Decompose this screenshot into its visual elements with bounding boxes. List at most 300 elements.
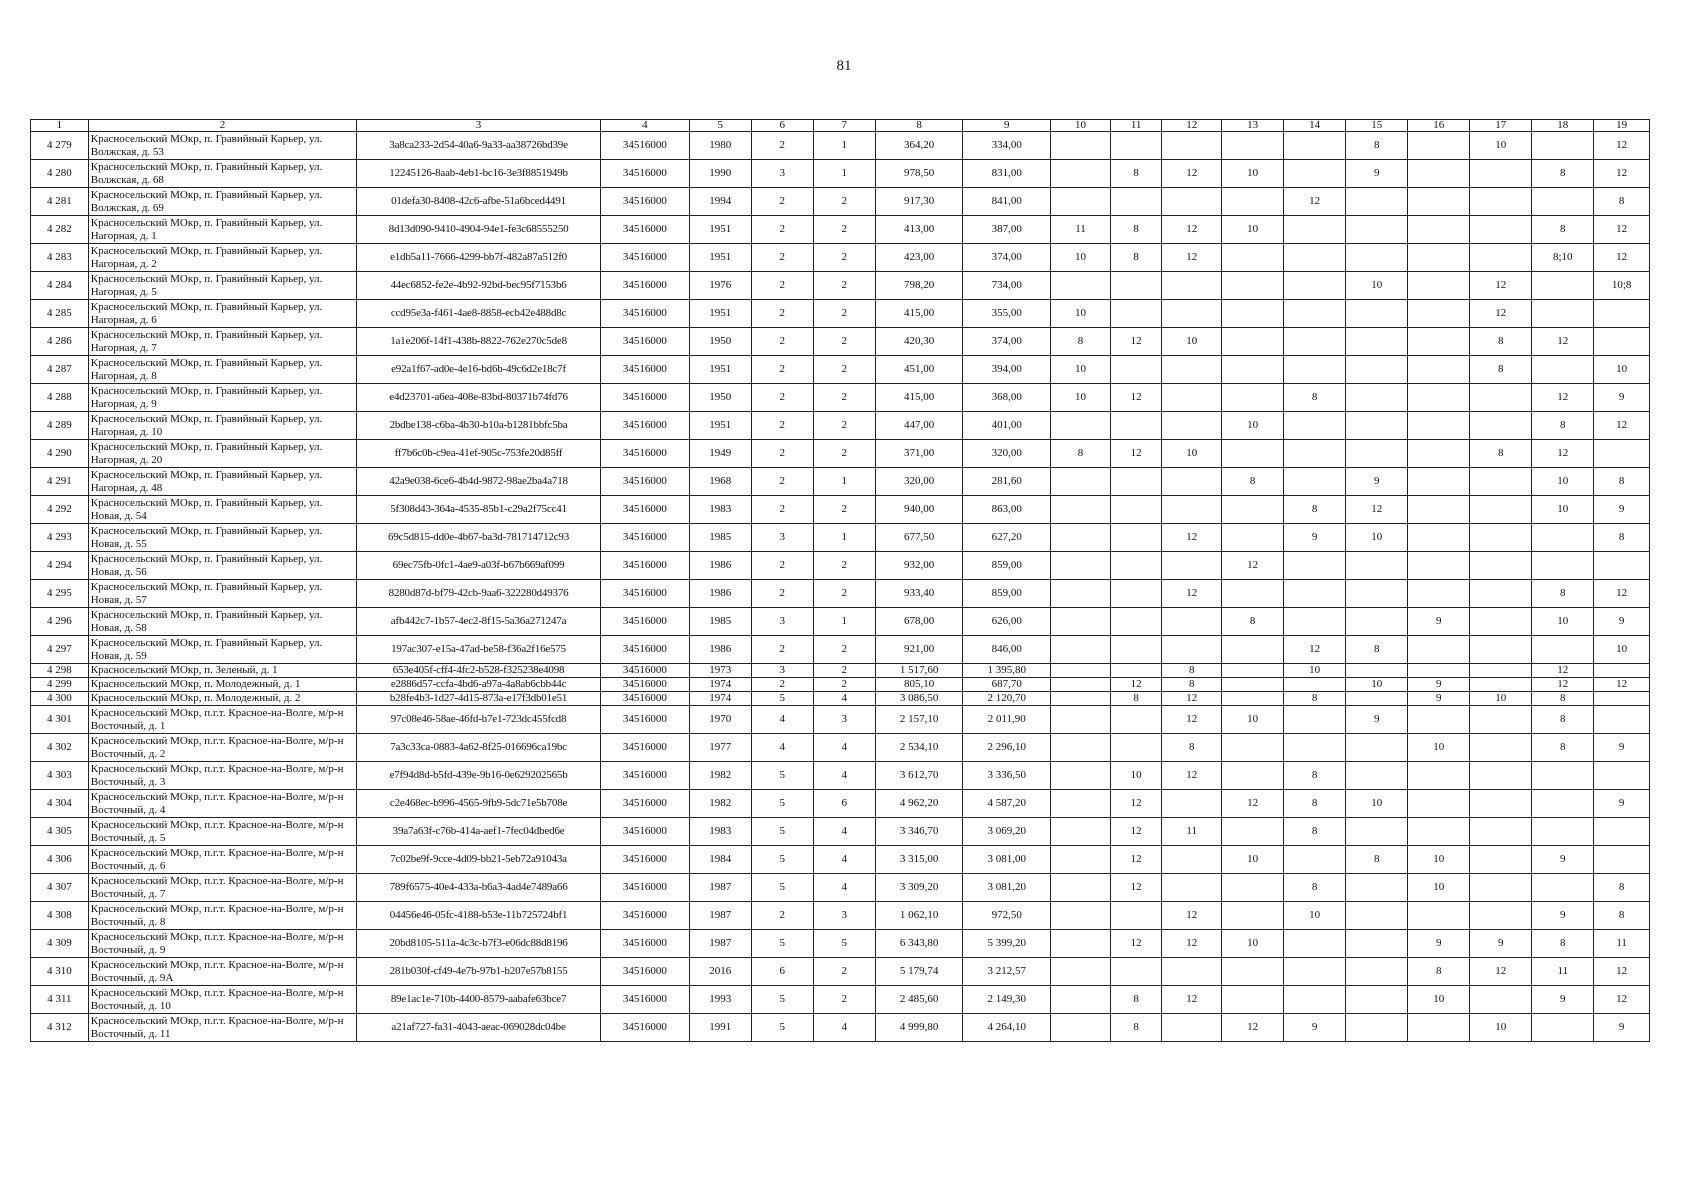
- table-cell: [1162, 636, 1222, 664]
- table-cell: 12: [1110, 678, 1161, 692]
- table-cell: [1470, 496, 1532, 524]
- table-cell: [1470, 902, 1532, 930]
- table-cell: 8: [1110, 1014, 1161, 1042]
- table-cell: 12: [1162, 692, 1222, 706]
- table-cell: [1051, 664, 1111, 678]
- table-cell: 8;10: [1532, 244, 1594, 272]
- table-cell: 8: [1110, 986, 1161, 1014]
- table-cell: 6: [813, 790, 875, 818]
- table-cell: 10: [1051, 300, 1111, 328]
- table-cell: [1110, 356, 1161, 384]
- table-cell: 9: [1594, 1014, 1650, 1042]
- table-cell: 12: [1284, 188, 1346, 216]
- table-cell: [1408, 496, 1470, 524]
- table-cell: [1470, 412, 1532, 440]
- table-cell: 2 011,90: [963, 706, 1051, 734]
- table-cell: 5: [813, 930, 875, 958]
- table-cell: [1470, 160, 1532, 188]
- table-cell: [1408, 706, 1470, 734]
- table-cell: 10: [1532, 608, 1594, 636]
- table-cell: 374,00: [963, 328, 1051, 356]
- table-cell: 34516000: [600, 468, 689, 496]
- table-cell: 1950: [689, 384, 751, 412]
- table-cell: [1532, 524, 1594, 552]
- table-row: [31, 188, 1650, 216]
- uuid-cell: 5f308d43-364a-4535-85b1-c29a2f75cc41: [357, 496, 601, 524]
- table-cell: [1051, 636, 1111, 664]
- table-cell: 2: [751, 132, 813, 160]
- table-cell: 34516000: [600, 846, 689, 874]
- table-cell: [1222, 902, 1284, 930]
- table-cell: 859,00: [963, 580, 1051, 608]
- table-cell: 12: [1594, 986, 1650, 1014]
- table-cell: [1346, 692, 1408, 706]
- table-cell: 2: [813, 580, 875, 608]
- table-cell: 10: [1222, 930, 1284, 958]
- table-cell: 2: [751, 440, 813, 468]
- uuid-cell: 69c5d815-dd0e-4b67-ba3d-781714712c93: [357, 524, 601, 552]
- table-cell: 1: [813, 132, 875, 160]
- table-cell: 12: [1222, 790, 1284, 818]
- table-cell: [1346, 818, 1408, 846]
- table-cell: 12: [1162, 244, 1222, 272]
- table-cell: 1977: [689, 734, 751, 762]
- table-cell: [1408, 468, 1470, 496]
- table-row: [31, 552, 1650, 580]
- table-cell: 320,00: [963, 440, 1051, 468]
- table-cell: 34516000: [600, 902, 689, 930]
- table-cell: 1968: [689, 468, 751, 496]
- row-number: 4 280: [31, 160, 89, 188]
- table-cell: 34516000: [600, 734, 689, 762]
- row-number: 4 311: [31, 986, 89, 1014]
- table-cell: 10: [1162, 328, 1222, 356]
- table-cell: [1284, 608, 1346, 636]
- table-row: [31, 272, 1650, 300]
- column-header: 10: [1051, 120, 1111, 132]
- table-cell: 10: [1346, 524, 1408, 552]
- table-cell: 2: [813, 384, 875, 412]
- row-number: 4 300: [31, 692, 89, 706]
- table-cell: [1284, 930, 1346, 958]
- table-cell: 9: [1594, 608, 1650, 636]
- table-cell: 10: [1594, 356, 1650, 384]
- address-cell: Красносельский МОкр, п.г.т. Красное-на-Волге, м/р-н Восточный, д. 8: [88, 902, 356, 930]
- table-cell: 10: [1222, 846, 1284, 874]
- table-cell: 10: [1222, 216, 1284, 244]
- table-cell: 8: [1222, 468, 1284, 496]
- table-cell: 8: [1162, 678, 1222, 692]
- table-cell: 5: [751, 790, 813, 818]
- table-cell: 4: [751, 706, 813, 734]
- table-cell: 4: [751, 734, 813, 762]
- table-cell: 10: [1408, 846, 1470, 874]
- table-cell: 8: [1284, 790, 1346, 818]
- table-cell: 34516000: [600, 580, 689, 608]
- table-cell: 11: [1162, 818, 1222, 846]
- table-cell: 334,00: [963, 132, 1051, 160]
- table-cell: 8: [1470, 356, 1532, 384]
- table-cell: [1051, 958, 1111, 986]
- table-cell: [1110, 552, 1161, 580]
- row-number: 4 297: [31, 636, 89, 664]
- table-cell: 12: [1110, 930, 1161, 958]
- table-cell: [1594, 328, 1650, 356]
- column-header: 3: [357, 120, 601, 132]
- table-cell: [1110, 496, 1161, 524]
- table-cell: 12: [1162, 762, 1222, 790]
- table-row: [31, 300, 1650, 328]
- table-cell: 9: [1470, 930, 1532, 958]
- row-number: 4 310: [31, 958, 89, 986]
- table-cell: 34516000: [600, 762, 689, 790]
- column-header: 16: [1408, 120, 1470, 132]
- table-cell: [1162, 356, 1222, 384]
- table-cell: 12: [1162, 580, 1222, 608]
- table-cell: 10: [1470, 1014, 1532, 1042]
- table-row: [31, 706, 1650, 734]
- table-cell: 1 395,80: [963, 664, 1051, 678]
- table-cell: [1346, 328, 1408, 356]
- table-cell: 1973: [689, 664, 751, 678]
- table-cell: 8: [1110, 692, 1161, 706]
- table-cell: 2: [813, 244, 875, 272]
- table-row: [31, 664, 1650, 678]
- table-cell: [1051, 188, 1111, 216]
- column-header: 1: [31, 120, 89, 132]
- table-cell: [1110, 608, 1161, 636]
- table-cell: [1051, 790, 1111, 818]
- table-cell: 34516000: [600, 874, 689, 902]
- address-cell: Красносельский МОкр, п. Молодежный, д. 1: [88, 678, 356, 692]
- table-cell: 12: [1532, 328, 1594, 356]
- table-cell: [1051, 160, 1111, 188]
- table-cell: 3: [751, 608, 813, 636]
- table-cell: 2: [751, 468, 813, 496]
- table-row: [31, 1014, 1650, 1042]
- table-cell: [1532, 762, 1594, 790]
- table-cell: [1470, 734, 1532, 762]
- table-cell: 9: [1284, 1014, 1346, 1042]
- table-cell: 2: [751, 384, 813, 412]
- uuid-cell: ccd95e3a-f461-4ae8-8858-ecb42e488d8c: [357, 300, 601, 328]
- table-cell: 10: [1470, 132, 1532, 160]
- table-cell: [1051, 580, 1111, 608]
- table-row: [31, 734, 1650, 762]
- table-cell: 1991: [689, 1014, 751, 1042]
- row-number: 4 304: [31, 790, 89, 818]
- row-number: 4 305: [31, 818, 89, 846]
- table-cell: 8: [1284, 384, 1346, 412]
- table-cell: [1222, 356, 1284, 384]
- table-cell: [1346, 580, 1408, 608]
- row-number: 4 302: [31, 734, 89, 762]
- table-cell: 8: [1532, 216, 1594, 244]
- table-cell: 8: [1284, 762, 1346, 790]
- table-cell: [1162, 552, 1222, 580]
- row-number: 4 290: [31, 440, 89, 468]
- table-row: [31, 132, 1650, 160]
- table-cell: [1222, 580, 1284, 608]
- table-cell: [1408, 328, 1470, 356]
- table-cell: 1987: [689, 902, 751, 930]
- header-row: [31, 120, 1650, 132]
- table-cell: [1284, 356, 1346, 384]
- table-cell: 10: [1470, 692, 1532, 706]
- table-cell: 387,00: [963, 216, 1051, 244]
- uuid-cell: a21af727-fa31-4043-aeac-069028dc04be: [357, 1014, 601, 1042]
- table-cell: 678,00: [875, 608, 963, 636]
- uuid-cell: 42a9e038-6ce6-4b4d-9872-98ae2ba4a718: [357, 468, 601, 496]
- table-cell: [1162, 608, 1222, 636]
- table-cell: 2: [813, 496, 875, 524]
- table-cell: 10: [1051, 384, 1111, 412]
- table-cell: 1951: [689, 244, 751, 272]
- table-cell: 2: [751, 552, 813, 580]
- table-cell: 1982: [689, 790, 751, 818]
- table-cell: [1470, 790, 1532, 818]
- table-cell: [1284, 678, 1346, 692]
- row-number: 4 298: [31, 664, 89, 678]
- column-header: 7: [813, 120, 875, 132]
- table-cell: 12: [1110, 384, 1161, 412]
- table-cell: 5: [751, 930, 813, 958]
- table-cell: 12: [1110, 790, 1161, 818]
- table-cell: 401,00: [963, 412, 1051, 440]
- table-cell: 932,00: [875, 552, 963, 580]
- table-cell: [1162, 300, 1222, 328]
- table-cell: 34516000: [600, 552, 689, 580]
- table-cell: 841,00: [963, 188, 1051, 216]
- table-cell: [1594, 552, 1650, 580]
- table-row: [31, 608, 1650, 636]
- uuid-cell: 12245126-8aab-4eb1-bc16-3e3f8851949b: [357, 160, 601, 188]
- table-cell: 4: [813, 692, 875, 706]
- table-row: [31, 818, 1650, 846]
- table-cell: [1222, 664, 1284, 678]
- table-row: [31, 328, 1650, 356]
- uuid-cell: 97c08e46-58ae-46fd-b7e1-723dc455fcd8: [357, 706, 601, 734]
- row-number: 4 309: [31, 930, 89, 958]
- table-cell: [1346, 440, 1408, 468]
- table-cell: 3 086,50: [875, 692, 963, 706]
- table-cell: 3 315,00: [875, 846, 963, 874]
- table-cell: [1051, 706, 1111, 734]
- table-cell: [1284, 580, 1346, 608]
- table-cell: 34516000: [600, 692, 689, 706]
- table-cell: 12: [1594, 216, 1650, 244]
- table-cell: [1346, 356, 1408, 384]
- table-cell: [1532, 300, 1594, 328]
- table-cell: 8: [1594, 524, 1650, 552]
- row-number: 4 292: [31, 496, 89, 524]
- table-cell: [1346, 902, 1408, 930]
- table-cell: 10: [1346, 790, 1408, 818]
- table-cell: 9: [1346, 468, 1408, 496]
- table-cell: [1346, 734, 1408, 762]
- uuid-cell: e92a1f67-ad0e-4e16-bd6b-49c6d2e18c7f: [357, 356, 601, 384]
- table-cell: 4: [813, 734, 875, 762]
- table-cell: [1162, 188, 1222, 216]
- table-cell: 5 179,74: [875, 958, 963, 986]
- row-number: 4 283: [31, 244, 89, 272]
- table-row: [31, 678, 1650, 692]
- uuid-cell: e1db5a11-7666-4299-bb7f-482a87a512f0: [357, 244, 601, 272]
- uuid-cell: 789f6575-40e4-433a-b6a3-4ad4e7489a66: [357, 874, 601, 902]
- table-row: [31, 930, 1650, 958]
- address-cell: Красносельский МОкр, п.г.т. Красное-на-Волге, м/р-н Восточный, д. 4: [88, 790, 356, 818]
- table-cell: [1594, 846, 1650, 874]
- table-cell: 2 485,60: [875, 986, 963, 1014]
- row-number: 4 281: [31, 188, 89, 216]
- table-cell: 34516000: [600, 678, 689, 692]
- table-cell: [1284, 440, 1346, 468]
- table-cell: 34516000: [600, 636, 689, 664]
- table-body: [31, 120, 1650, 1042]
- address-cell: Красносельский МОкр, п. Гравийный Карьер, ул. Новая, д. 57: [88, 580, 356, 608]
- table-cell: 8: [1284, 692, 1346, 706]
- table-cell: 12: [1162, 216, 1222, 244]
- table-cell: [1051, 678, 1111, 692]
- table-cell: 8: [1162, 664, 1222, 678]
- table-cell: [1110, 188, 1161, 216]
- table-cell: 2: [813, 440, 875, 468]
- table-cell: [1284, 986, 1346, 1014]
- table-cell: 34516000: [600, 412, 689, 440]
- address-cell: Красносельский МОкр, п. Гравийный Карьер, ул. Нагорная, д. 8: [88, 356, 356, 384]
- table-cell: [1594, 706, 1650, 734]
- table-cell: 1 517,60: [875, 664, 963, 678]
- table-cell: 8: [1346, 846, 1408, 874]
- table-cell: [1222, 762, 1284, 790]
- table-cell: 4 264,10: [963, 1014, 1051, 1042]
- table-cell: [1051, 986, 1111, 1014]
- table-cell: 34516000: [600, 706, 689, 734]
- address-cell: Красносельский МОкр, п. Гравийный Карьер, ул. Новая, д. 54: [88, 496, 356, 524]
- table-row: [31, 846, 1650, 874]
- table-cell: [1110, 902, 1161, 930]
- table-cell: 12: [1594, 244, 1650, 272]
- table-cell: 798,20: [875, 272, 963, 300]
- table-cell: 9: [1408, 692, 1470, 706]
- table-cell: 12: [1470, 300, 1532, 328]
- uuid-cell: 7c02be9f-9cce-4d09-bb21-5eb72a91043a: [357, 846, 601, 874]
- table-cell: 2: [813, 664, 875, 678]
- table-cell: 9: [1532, 846, 1594, 874]
- table-cell: 12: [1594, 160, 1650, 188]
- table-cell: [1284, 412, 1346, 440]
- table-cell: 34516000: [600, 524, 689, 552]
- table-cell: [1222, 818, 1284, 846]
- table-cell: 9: [1346, 160, 1408, 188]
- address-cell: Красносельский МОкр, п. Гравийный Карьер, ул. Волжская, д. 68: [88, 160, 356, 188]
- table-cell: 1984: [689, 846, 751, 874]
- table-cell: 12: [1110, 440, 1161, 468]
- table-cell: 8: [1532, 160, 1594, 188]
- column-header: 17: [1470, 120, 1532, 132]
- table-cell: 8: [1110, 244, 1161, 272]
- address-cell: Красносельский МОкр, п. Гравийный Карьер, ул. Нагорная, д. 1: [88, 216, 356, 244]
- address-cell: Красносельский МОкр, п. Гравийный Карьер, ул. Волжская, д. 69: [88, 188, 356, 216]
- row-number: 4 293: [31, 524, 89, 552]
- row-number: 4 284: [31, 272, 89, 300]
- table-cell: 8: [1532, 930, 1594, 958]
- table-cell: 12: [1470, 958, 1532, 986]
- table-cell: [1284, 734, 1346, 762]
- table-cell: [1284, 552, 1346, 580]
- table-cell: 10: [1222, 412, 1284, 440]
- table-cell: [1162, 496, 1222, 524]
- table-cell: 8: [1284, 874, 1346, 902]
- table-cell: 1949: [689, 440, 751, 468]
- table-cell: 4: [813, 762, 875, 790]
- column-header: 5: [689, 120, 751, 132]
- table-cell: 2: [813, 958, 875, 986]
- column-header: 6: [751, 120, 813, 132]
- table-cell: 3 081,00: [963, 846, 1051, 874]
- row-number: 4 303: [31, 762, 89, 790]
- table-cell: 34516000: [600, 244, 689, 272]
- table-cell: 10;8: [1594, 272, 1650, 300]
- table-cell: 734,00: [963, 272, 1051, 300]
- uuid-cell: 1a1e206f-14f1-438b-8822-762e270c5de8: [357, 328, 601, 356]
- table-cell: 34516000: [600, 160, 689, 188]
- table-cell: 1993: [689, 986, 751, 1014]
- table-cell: 1: [813, 524, 875, 552]
- table-cell: [1110, 664, 1161, 678]
- table-cell: 12: [1594, 132, 1650, 160]
- table-cell: 5 399,20: [963, 930, 1051, 958]
- row-number: 4 299: [31, 678, 89, 692]
- table-cell: 5: [751, 692, 813, 706]
- table-cell: 2 534,10: [875, 734, 963, 762]
- uuid-cell: 01defa30-8408-42c6-afbe-51a6bced4491: [357, 188, 601, 216]
- table-cell: 972,50: [963, 902, 1051, 930]
- table-cell: [1408, 552, 1470, 580]
- table-cell: [1051, 608, 1111, 636]
- table-cell: 10: [1222, 160, 1284, 188]
- table-cell: 10: [1346, 678, 1408, 692]
- table-cell: [1594, 440, 1650, 468]
- table-cell: [1284, 216, 1346, 244]
- table-cell: 34516000: [600, 958, 689, 986]
- table-cell: 8: [1162, 734, 1222, 762]
- table-cell: [1470, 818, 1532, 846]
- table-cell: 34516000: [600, 440, 689, 468]
- table-cell: 281,60: [963, 468, 1051, 496]
- table-cell: 34516000: [600, 300, 689, 328]
- address-cell: Красносельский МОкр, п.г.т. Красное-на-Волге, м/р-н Восточный, д. 6: [88, 846, 356, 874]
- table-cell: [1532, 636, 1594, 664]
- table-cell: [1346, 874, 1408, 902]
- table-cell: 9: [1346, 706, 1408, 734]
- table-cell: 9: [1532, 902, 1594, 930]
- table-cell: [1051, 468, 1111, 496]
- table-cell: 10: [1594, 636, 1650, 664]
- table-cell: 12: [1162, 902, 1222, 930]
- table-cell: [1051, 524, 1111, 552]
- table-cell: [1346, 762, 1408, 790]
- column-header: 18: [1532, 120, 1594, 132]
- column-header: 2: [88, 120, 356, 132]
- table-row: [31, 958, 1650, 986]
- column-header: 9: [963, 120, 1051, 132]
- table-cell: 3 336,50: [963, 762, 1051, 790]
- table-cell: 3 309,20: [875, 874, 963, 902]
- table-cell: 9: [1594, 496, 1650, 524]
- column-header: 12: [1162, 120, 1222, 132]
- table-cell: [1408, 762, 1470, 790]
